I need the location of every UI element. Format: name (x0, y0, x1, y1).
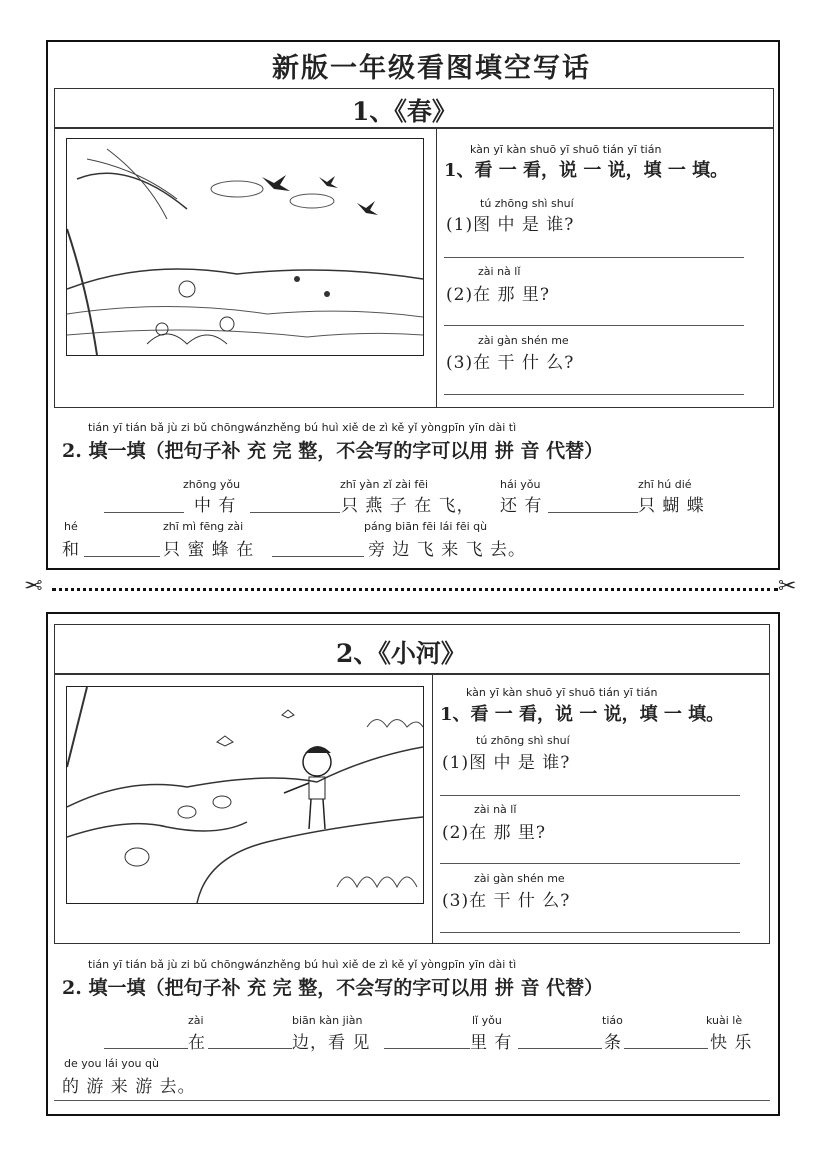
blank-2-2[interactable] (208, 1048, 292, 1049)
l1-t2: 只 燕 子 在 飞， (341, 496, 475, 516)
sub2-answer-line-2[interactable] (440, 863, 740, 864)
section1-divider (436, 128, 437, 408)
s2-l1-p2: biān kàn jiàn (292, 1014, 363, 1027)
sub3-text-2: (3)在 干 什 么? (442, 891, 571, 911)
s2-l1-t1: 在 (188, 1033, 206, 1053)
sub1-pinyin-2: tú zhōng shì shuí (476, 734, 570, 747)
sub3-answer-line-2[interactable] (440, 932, 740, 933)
q1-text: 1、看 一 看，说 一 说，填 一 填。 (444, 160, 729, 181)
blank-2-1[interactable] (104, 1048, 188, 1049)
l2-t2: 只 蜜 蜂 在 (163, 540, 255, 560)
s2-l1-t4: 条 (604, 1033, 622, 1053)
l2-p2: zhī mì fēng zài (163, 520, 244, 533)
sub1-answer-line-2[interactable] (440, 795, 740, 796)
page-title: 新版一年级看图填空写话 (272, 53, 591, 84)
sub1-answer-line[interactable] (444, 257, 744, 258)
l1-t4: 只 蝴 蝶 (638, 496, 705, 516)
s2-l1-p3: lǐ yǒu (472, 1014, 502, 1027)
spring-scene-illustration (67, 139, 423, 355)
blank-1[interactable] (104, 512, 184, 513)
sub2-pinyin-2: zài nà lǐ (474, 803, 517, 816)
section2-title: 2、《小河》 (336, 639, 466, 668)
l1-p4: zhī hú dié (638, 478, 692, 491)
q2-pinyin-2: tián yī tián bǎ jù zi bǔ chōngwánzhěng bú huì xiě de zì kě yǐ yòngpīn yīn dài tì (88, 958, 517, 971)
l1-p1: zhōng yǒu (183, 478, 241, 491)
scissors-right-icon: ✂ (778, 574, 797, 599)
blank-2-5[interactable] (624, 1048, 708, 1049)
l2-t3: 旁 边 飞 来 飞 去。 (368, 540, 527, 560)
sub3-answer-line[interactable] (444, 394, 744, 395)
section2-bottom-line (54, 1100, 770, 1101)
sub2-text-2: (2)在 那 里? (442, 823, 547, 843)
sub1-text: (1)图 中 是 谁? (446, 215, 575, 235)
l2-p1: hé (64, 520, 78, 533)
q2-text: 2. 填一填（把句子补 充 完 整，不会写的字可以用 拼 音 代替） (62, 440, 604, 462)
s2-l1-p1: zài (188, 1014, 204, 1027)
sub2-answer-line[interactable] (444, 325, 744, 326)
q2-text-2: 2. 填一填（把句子补 充 完 整，不会写的字可以用 拼 音 代替） (62, 977, 604, 999)
cut-line (52, 588, 778, 591)
sub3-pinyin-2: zài gàn shén me (474, 872, 565, 885)
section1-title: 1、《春》 (352, 97, 457, 126)
river-picture (66, 686, 424, 904)
river-scene-illustration (67, 687, 423, 903)
blank-3[interactable] (548, 512, 638, 513)
blank-2[interactable] (250, 512, 340, 513)
s2-l2-t1: 的 游 来 游 去。 (62, 1077, 196, 1097)
l2-t1: 和 (62, 540, 80, 560)
blank-2-3[interactable] (384, 1048, 470, 1049)
l1-p3: hái yǒu (500, 478, 541, 491)
l1-t3: 还 有 (500, 496, 543, 516)
section2-divider (432, 674, 433, 944)
q1-pinyin: kàn yī kàn shuō yī shuō tián yī tián (470, 143, 662, 156)
blank-2-4[interactable] (518, 1048, 602, 1049)
sub1-text-2: (1)图 中 是 谁? (442, 753, 571, 773)
s2-l1-p4: tiáo (602, 1014, 623, 1027)
l2-p3: páng biān fēi lái fēi qù (364, 520, 488, 533)
s2-l1-t2: 边，看 见 (292, 1033, 371, 1053)
blank-4[interactable] (84, 556, 160, 557)
s2-l1-p5: kuài lè (706, 1014, 743, 1027)
blank-5[interactable] (272, 556, 364, 557)
scissors-left-icon: ✂ (24, 574, 43, 599)
sub1-pinyin: tú zhōng shì shuí (480, 197, 574, 210)
s2-l1-t5: 快 乐 (710, 1033, 753, 1053)
q1-text-2: 1、看 一 看，说 一 说，填 一 填。 (440, 704, 725, 725)
spring-picture (66, 138, 424, 356)
q2-pinyin: tián yī tián bǎ jù zi bǔ chōngwánzhěng bú huì xiě de zì kě yǐ yòngpīn yīn dài tì (88, 421, 517, 434)
s2-l2-p1: de you lái you qù (64, 1057, 159, 1070)
l1-t1: 中 有 (194, 496, 237, 516)
q1-pinyin-2: kàn yī kàn shuō yī shuō tián yī tián (466, 686, 658, 699)
sub2-text: (2)在 那 里? (446, 285, 551, 305)
sub3-pinyin: zài gàn shén me (478, 334, 569, 347)
sub2-pinyin: zài nà lǐ (478, 265, 521, 278)
s2-l1-t3: 里 有 (470, 1033, 513, 1053)
sub3-text: (3)在 干 什 么? (446, 353, 575, 373)
l1-p2: zhī yàn zǐ zài fēi (340, 478, 429, 491)
